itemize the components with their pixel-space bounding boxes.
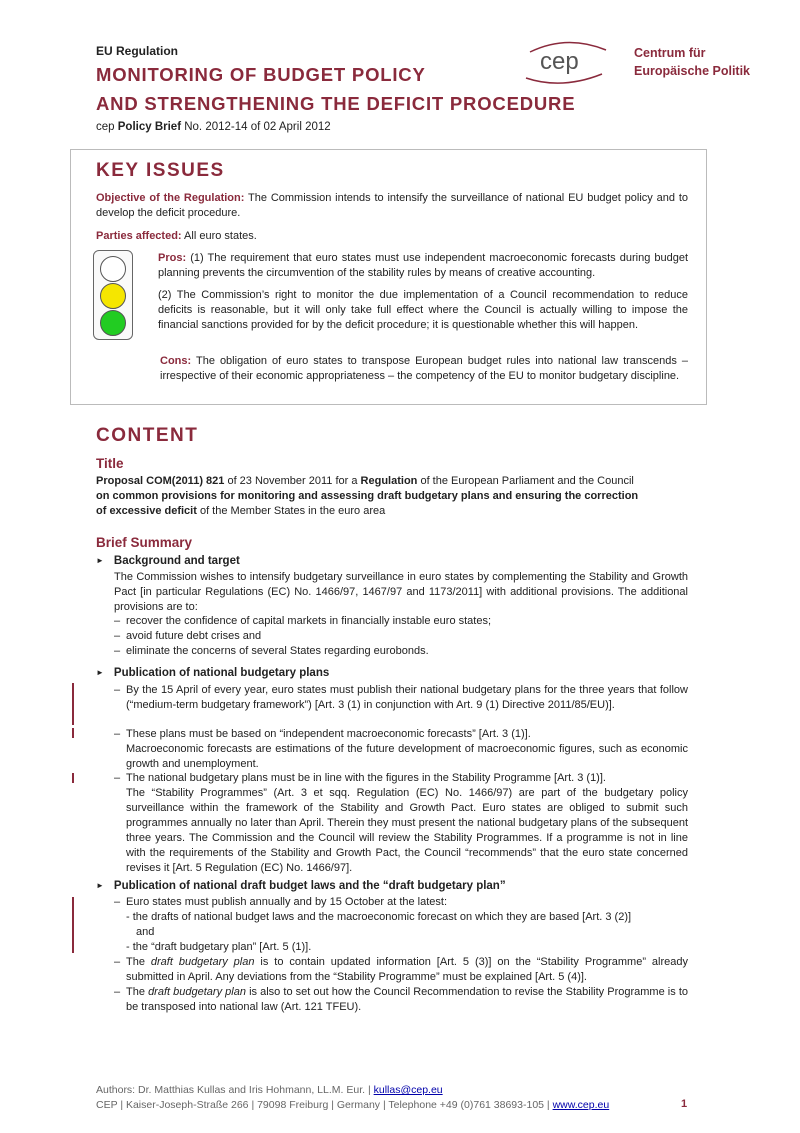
- proposal-paragraph: [96, 474, 688, 519]
- pros-paragraph-2: (2) The Commission’s right to monitor the due implementation of a Council recommendation to reduce deficits is reasonable, but it will only take full effect where the Council is actually willing to impose the financial sanctions provided for by the deficit procedure; it is questionable whether this will happen.: [158, 289, 688, 331]
- bg-item-2: – avoid future debt crises and: [114, 630, 262, 642]
- change-marker: [72, 728, 74, 738]
- draft-item-1: – Euro states must publish annually and by 15 October at the latest: - the drafts of national budget laws and the macroeconomic forecast on which they are based [Art. 3 (2)] and - the “draft budgetary plan” [Art. 5 (1)].: [114, 895, 688, 955]
- footer-authors: Authors: Dr. Matthias Kullas and Iris Hohmann, LL.M. Eur. | kullas@cep.eu: [96, 1084, 443, 1096]
- pub-heading: ► Publication of national budgetary plans: [96, 667, 329, 679]
- bg-text: The Commission wishes to intensify budgetary surveillance in euro states by complementing the Stability and Growth Pact [in particular Regulations (EC) No. 1466/97, 1467/97 and 1173/2011] with additional provisions. The additional provisions are to:: [114, 571, 688, 613]
- traffic-light-top: [100, 256, 126, 282]
- summary-heading: Brief Summary: [96, 535, 193, 550]
- website-link[interactable]: www.cep.eu: [552, 1099, 610, 1111]
- proposal-scope: of the Member States in the euro area: [196, 505, 386, 517]
- bg-item-3: – eliminate the concerns of several States regarding eurobonds.: [114, 645, 429, 657]
- objective-text: The Commission intends to intensify the surveillance of national EU budget policy and to develop the deficit procedure.: [96, 192, 688, 219]
- author-email-link[interactable]: kullas@cep.eu: [373, 1084, 443, 1096]
- traffic-light-icon: [93, 250, 133, 340]
- cons-label: Cons:: [160, 355, 192, 367]
- brief-reference: [96, 121, 331, 133]
- doc-title-line2: AND STRENGTHENING THE DEFICIT PROCEDURE: [96, 93, 576, 114]
- brief-bold: Policy Brief: [117, 121, 182, 133]
- proposal-ref: Proposal COM(2011) 821: [96, 475, 225, 487]
- footer-address: CEP | Kaiser-Joseph-Straße 266 | 79098 Freiburg | Germany | Telephone +49 (0)761 38693-105 | www.cep.eu: [96, 1099, 610, 1111]
- title-heading: Title: [96, 456, 124, 471]
- pub-item-2: – These plans must be based on “independent macroeconomic forecasts” [Art. 3 (1)]. Macroeconomic forecasts are estimations of the future development of macroeconomic figures, such as economic growth and unemployment.: [114, 728, 688, 770]
- org-line1: Centrum für: [634, 46, 706, 60]
- proposal-type: Regulation: [360, 475, 418, 487]
- content-title: CONTENT: [96, 425, 199, 446]
- doc-title-line1: MONITORING OF BUDGET POLICY: [96, 64, 426, 85]
- pros-label: Pros:: [158, 252, 187, 264]
- pros-text-1: (1) The requirement that euro states must use independent macroeconomic forecasts during budget planning prevents the circumvention of the stability rules by means of creative accounting.: [158, 252, 689, 279]
- pros-paragraph-1: [158, 251, 688, 281]
- change-marker: [72, 773, 74, 783]
- pub-item-3: – The national budgetary plans must be in line with the figures in the Stability Programme [Art. 3 (1)]. The “Stability Programmes” (Art. 3 et sqq. Regulation (EC) No. 1466/97) are part of the budgetary policy surveillance within the framework of the Stability and Growth Pact. Euro states are obliged to submit such programmes annually no later than April. Therein they must present the national budgetary plans of the subsequent three years. The Commission and the Council will review the Stability Programmes. If a programme is not in line with the requirements of the Stability and Growth Pact, the Council “recommends” that the euro state concerned revises it [Art. 5 Regulation (EC) No. 1466/97].: [114, 772, 688, 874]
- pub-item-2-note: Macroeconomic forecasts are estimations of the future development of macroeconomic figures, such as economic growth and unemployment.: [126, 743, 688, 770]
- logo-text: cep: [540, 48, 579, 75]
- proposal-institutions: of the European Parliament and the Council: [417, 475, 634, 487]
- brief-rest: No. 2012-14 of 02 April 2012: [184, 121, 331, 133]
- traffic-light-bottom: [100, 310, 126, 336]
- page-number: 1: [681, 1098, 688, 1110]
- pub-item-3-note: The “Stability Programmes” (Art. 3 et sqq. Regulation (EC) No. 1466/97) are part of the budgetary policy surveillance within the framework of the Stability and Growth Pact. Euro states are obliged to submit such programmes annually no later than April. Therein they must present the national budgetary plans of the subsequent three years. The Commission and the Council will review the Stability Programmes. If a programme is not in line with the requirements of the Stability and Growth Pact, the Council “recommends” that the euro state concerned revises it [Art. 5 Regulation (EC) No. 1466/97].: [126, 787, 688, 874]
- draft-sub-2: - the “draft budgetary plan” [Art. 5 (1)].: [126, 941, 312, 953]
- pub-item-1: – By the 15 April of every year, euro states must publish their national budgetary plans for the three years that follow (“medium-term budgetary framework”) [Art. 3 (1) in conjunction with Art. 9 (1) Directive 2011/85/EU)].: [114, 684, 688, 711]
- org-line2: Europäische Politik: [634, 64, 751, 78]
- change-marker: [72, 897, 74, 953]
- proposal-date: of 23 November 2011 for a: [224, 475, 361, 487]
- proposal-subject-end: of excessive deficit: [96, 505, 197, 517]
- bg-item-1: – recover the confidence of capital markets in financially instable euro states;: [114, 615, 492, 627]
- cep-logo-icon: [522, 38, 612, 86]
- draft-sub-1: - the drafts of national budget laws and the macroeconomic forecast on which they are based [Art. 3 (2)]: [126, 911, 632, 923]
- draft-sub-1-and: and: [136, 926, 155, 938]
- bg-heading: ► Background and target: [96, 555, 240, 567]
- org-name: [634, 44, 750, 80]
- draft-item-3: – The draft budgetary plan is also to set out how the Council Recommendation to revise the Stability Programme is to be transposed into national law (Art. 121 TFEU).: [114, 986, 688, 1013]
- objective-label: Objective of the Regulation:: [96, 192, 245, 204]
- proposal-subject: on common provisions for monitoring and assessing draft budgetary plans and ensuring the correction: [96, 490, 639, 502]
- cons-text: The obligation of euro states to transpose European budget rules into national law transcends – irrespective of their economic appropriateness – the competency of the EU to monitor budgetary discipline.: [160, 355, 688, 382]
- key-issues-title: KEY ISSUES: [96, 160, 225, 181]
- change-marker: [72, 683, 74, 725]
- objective-paragraph: [96, 191, 688, 221]
- parties-text: All euro states.: [184, 230, 257, 242]
- traffic-light-middle: [100, 283, 126, 309]
- brief-prefix: cep: [96, 121, 115, 133]
- draft-heading: ► Publication of national draft budget laws and the “draft budgetary plan”: [96, 880, 506, 892]
- cons-paragraph: [160, 354, 688, 384]
- parties-label: Parties affected:: [96, 230, 182, 242]
- draft-item-2: – The draft budgetary plan is to contain updated information [Art. 5 (3)] on the “Stability Programme” already submitted in April. Any deviations from the “Stability Programme” must be explained [Art. 5 (4)].: [114, 956, 688, 983]
- parties-paragraph: [96, 229, 688, 244]
- doc-category: EU Regulation: [96, 44, 179, 58]
